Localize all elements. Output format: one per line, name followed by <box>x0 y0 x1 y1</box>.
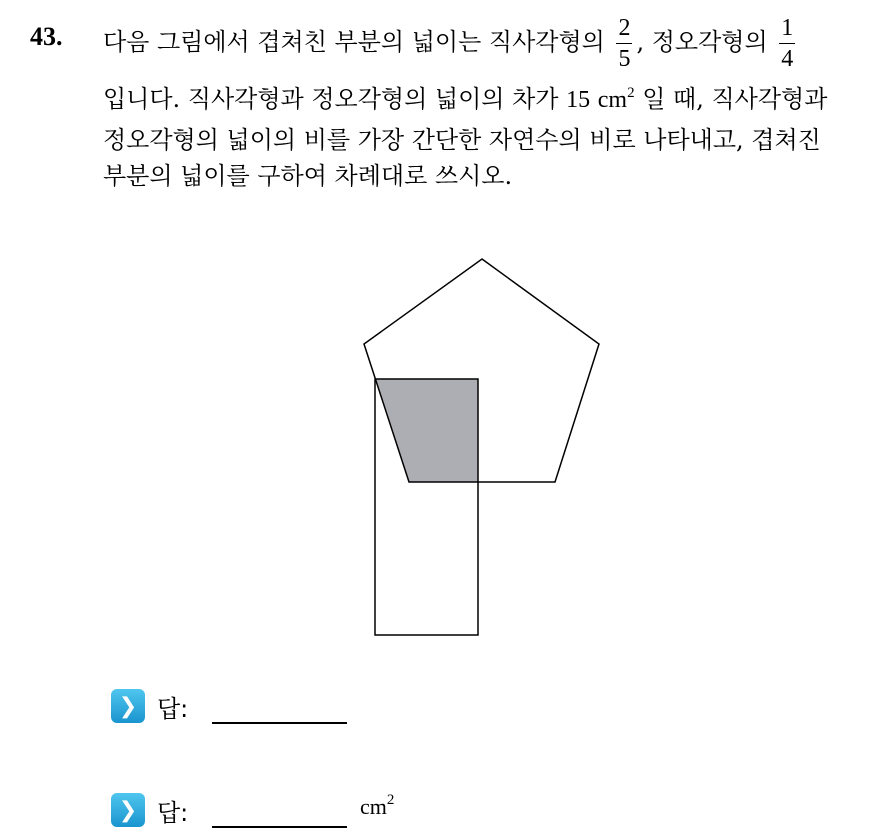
fraction-numerator: 1 <box>781 15 794 41</box>
fraction-denominator: 4 <box>781 46 794 72</box>
question-line-3: 정오각형의 넓이의 비를 가장 간단한 자연수의 비로 나타내고, 겹쳐진 <box>103 126 821 154</box>
question-line-4: 부분의 넓이를 구하여 차례대로 쓰시오. <box>103 162 513 190</box>
answer-label: 답: <box>157 798 189 827</box>
answer-row-1 <box>111 688 188 724</box>
question-text: 다음 그림에서 겹쳐친 부분의 넓이는 직사각형의 <box>103 28 605 56</box>
answer-row-2 <box>111 792 395 828</box>
unit-exponent: 2 <box>627 85 635 101</box>
answer-label: 답: <box>157 694 189 723</box>
question-text: 입니다. 직사각형과 정오각형의 넓이의 차가 <box>103 85 559 113</box>
question-number: 43. <box>30 22 63 51</box>
unit-base: cm <box>360 794 387 819</box>
chevron-right-icon: ❯ <box>111 793 145 827</box>
answer-blank[interactable] <box>212 826 347 828</box>
answer-unit <box>360 794 394 820</box>
unit-base: cm <box>597 87 628 113</box>
question-text: 일 때, 직사각형과 <box>642 85 828 113</box>
chevron-right-icon: ❯ <box>111 689 145 723</box>
fraction-denominator: 5 <box>618 46 631 72</box>
overlap-region <box>375 379 478 482</box>
fraction-numerator: 2 <box>618 15 631 41</box>
difference-value: 15 <box>566 87 591 113</box>
question-text: , 정오각형의 <box>636 28 768 56</box>
unit-exponent: 2 <box>386 792 395 808</box>
answer-blank[interactable] <box>212 722 347 724</box>
